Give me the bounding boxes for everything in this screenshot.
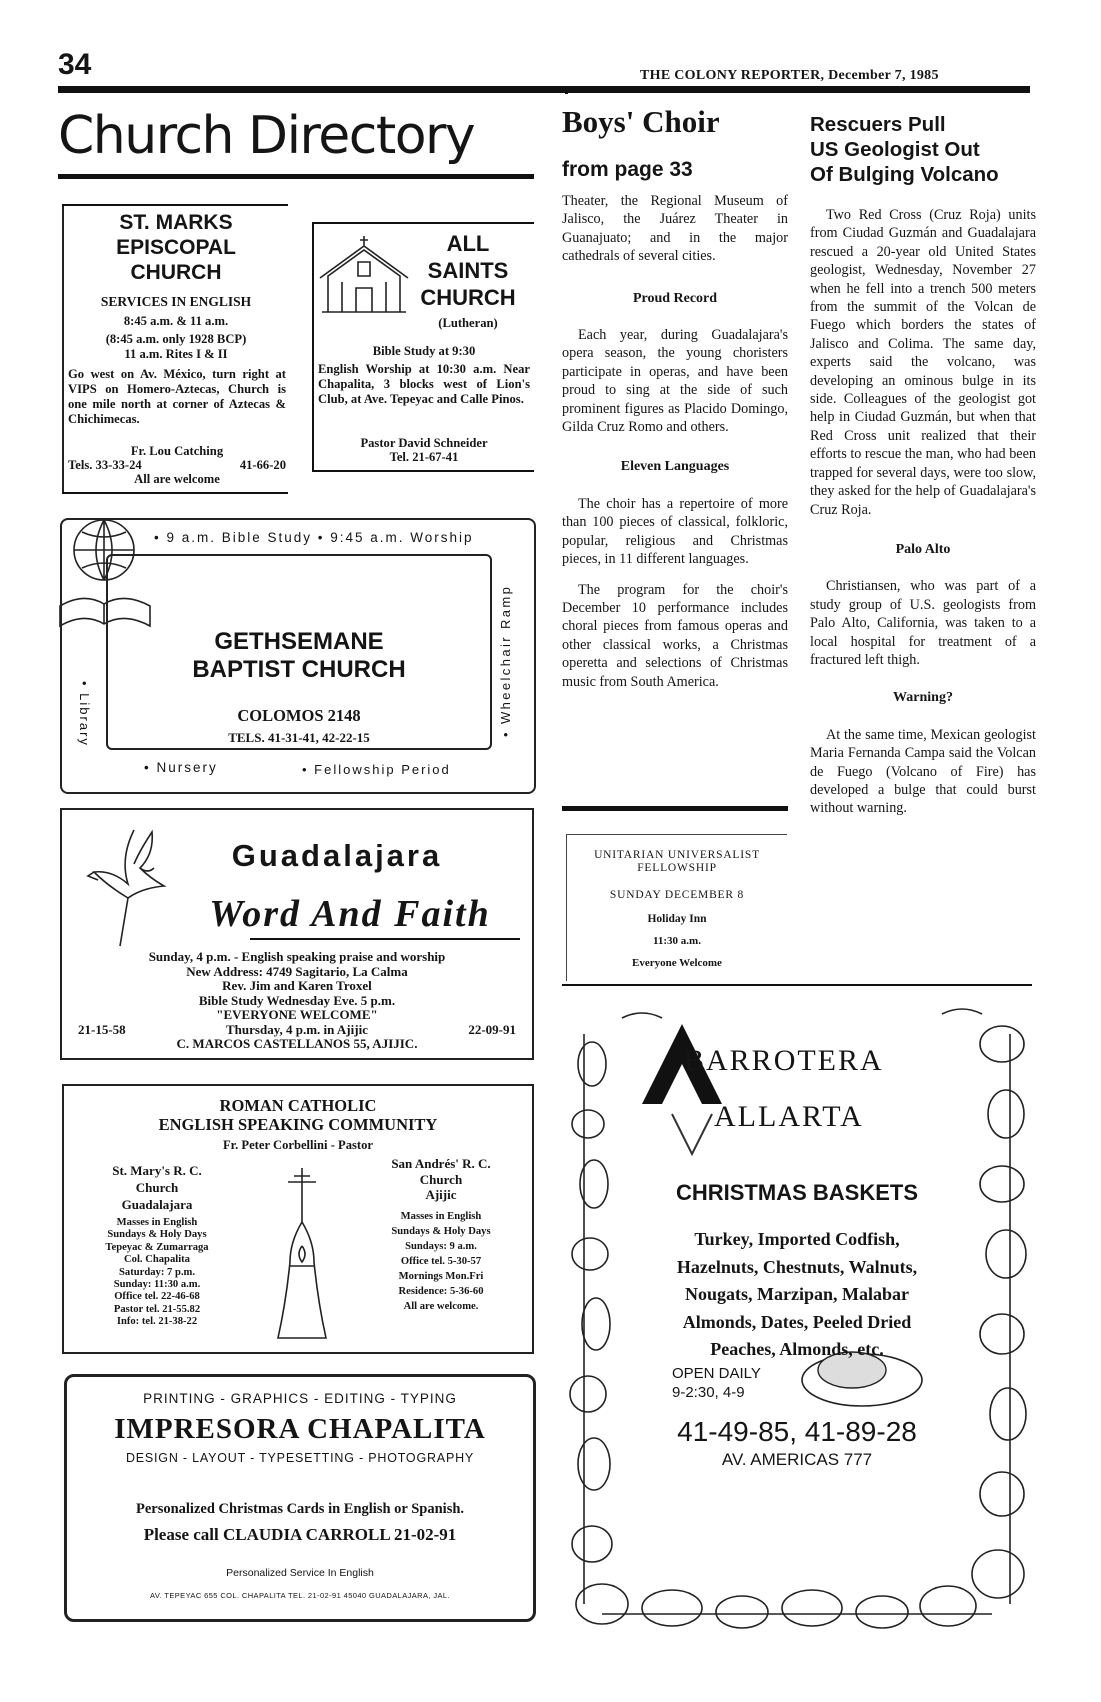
- st-marks-tels: [68, 458, 286, 473]
- unitarian-ad: [566, 834, 787, 981]
- abarrotera-headline: CHRISTMAS BASKETS: [675, 1180, 918, 1205]
- rc-left-detail-1: Masses in English: [116, 1217, 198, 1228]
- all-saints-tel: Tel. 21-67-41: [389, 450, 459, 464]
- rc-right-detail-3: Sundays: 9 a.m.: [405, 1240, 477, 1252]
- roman-catholic-ad: [62, 1084, 534, 1354]
- rc-left-detail-3: Tepeyac & Zumarraga: [105, 1241, 209, 1253]
- st-marks-ad: [62, 204, 290, 494]
- rc-left-name-3: Guadalajara: [121, 1197, 193, 1212]
- unitarian-l2: FELLOWSHIP: [637, 862, 717, 874]
- abarrotera-phones: 41-49-85, 41-89-28: [677, 1416, 917, 1447]
- gethsemane-name-2: BAPTIST CHURCH: [192, 656, 406, 683]
- st-marks-tel1: 33-33-24: [95, 458, 142, 472]
- abarrotera-open: OPEN DAILY: [672, 1365, 761, 1382]
- unitarian-l4: Holiday Inn: [647, 913, 707, 925]
- abarrotera-item-2: Hazelnuts, Chestnuts, Walnuts,: [676, 1256, 918, 1277]
- gethsemane-library: • Library: [77, 681, 92, 747]
- rc-left-detail-9: Info: tel. 21-38-22: [116, 1316, 198, 1328]
- unitarian-l1: UNITARIAN UNIVERSALIST: [594, 849, 760, 861]
- st-marks-times-note: (8:45 a.m. only 1928 BCP): [105, 332, 247, 346]
- word-faith-line-7: C. MARCOS CASTELLANOS 55, AJIJIC.: [176, 1036, 418, 1051]
- gethsemane-top-line: • 9 a.m. Bible Study • 9:45 a.m. Worship: [154, 530, 474, 545]
- rc-title-1: ROMAN CATHOLIC: [219, 1096, 377, 1115]
- unitarian-l6: Everyone Welcome: [632, 957, 722, 969]
- gethsemane-inner-box: [106, 554, 492, 750]
- rc-title-2: ENGLISH SPEAKING COMMUNITY: [158, 1115, 438, 1134]
- all-saints-worship: English Worship at 10:30 a.m. Near Chapalita, 3 blocks west of Lion's Club, at Ave. Tepeyac and Calle Pinos.: [318, 362, 530, 406]
- cross-saint-icon: [260, 1162, 344, 1346]
- gethsemane-address: COLOMOS 2148: [237, 706, 361, 725]
- word-faith-title-2: Word And Faith: [209, 893, 491, 935]
- rc-left-name-2: Church: [135, 1180, 179, 1195]
- rescuers-headline-3: Of Bulging Volcano: [810, 163, 999, 186]
- abarrotera-name-1: BARROTERA: [684, 1044, 884, 1077]
- gethsemane-tels: TELS. 41-31-41, 42-22-15: [228, 730, 370, 745]
- abarrotera-item-1: Turkey, Imported Codfish,: [694, 1229, 900, 1249]
- st-marks-rites: 11 a.m. Rites I & II: [124, 347, 228, 361]
- rc-right-detail-5: Mornings Mon.Fri: [398, 1270, 484, 1282]
- impresora-ad: [64, 1374, 536, 1622]
- rescuers-sub-1: Palo Alto: [895, 541, 951, 557]
- rc-left-detail-2: Sundays & Holy Days: [107, 1229, 207, 1241]
- unitarian-l3: SUNDAY DECEMBER 8: [609, 889, 745, 901]
- word-faith-line-5: "EVERYONE WELCOME": [216, 1007, 378, 1022]
- rescuers-p2: Christiansen, who was part of a study group of U.S. geologists from Palo Alto, California, was taken to a local hospital for treatment of a fractured left thigh.: [810, 578, 1036, 668]
- rc-right-detail-1: Masses in English: [400, 1210, 482, 1222]
- st-marks-welcome: All are welcome: [134, 472, 220, 486]
- word-faith-tel-right: 22-09-91: [468, 1021, 516, 1037]
- masthead: THE COLONY REPORTER, December 7, 1985: [640, 68, 939, 83]
- abarrotera-name-2: ALLARTA: [714, 1100, 864, 1133]
- st-marks-tels-label: Tels.: [68, 458, 93, 472]
- st-marks-name-1: ST. MARKS: [119, 211, 233, 234]
- rc-right-name-1: San Andrés' R. C.: [391, 1156, 491, 1171]
- word-faith-title-1: Guadalajara: [231, 838, 443, 873]
- rc-left-detail-5: Saturday: 7 p.m.: [119, 1266, 195, 1278]
- impresora-address: AV. TEPEYAC 655 COL. CHAPALITA TEL. 21-02-91 45040 GUADALAJARA, JAL.: [150, 1591, 450, 1600]
- rescuers-sub-2: Warning?: [893, 690, 953, 706]
- abarrotera-item-4: Almonds, Dates, Peeled Dried: [682, 1311, 912, 1332]
- all-saints-ad: [312, 222, 534, 472]
- st-marks-directions: Go west on Av. México, turn right at VIPS on Homero-Aztecas, Church is one mile north at corner of Aztecas & Chichimecas.: [68, 367, 286, 426]
- rc-left-detail-6: Sunday: 11:30 a.m.: [113, 1279, 201, 1291]
- word-faith-line-4: Bible Study Wednesday Eve. 5 p.m.: [198, 992, 396, 1008]
- abarrotera-address: AV. AMERICAS 777: [721, 1450, 873, 1469]
- rescuers-p1: Two Red Cross (Cruz Roja) units from Ciudad Guzmán and Guadalajara rescued a 20-year old United States geologist, Wednesday, November 27 when he fell into a trench 500 meters from the summit of the Volcan de Fuego which borders the states of Jalisco and Colima. The same day, experts said the volcano, was developing an ominous bulge in its side. Colleagues of the geologist got help in Ciudad Guzmán, but when that Red Cross unit realized that their efforts to rescue the man, who had been trapped for several days, were too slow, they asked for the help of Guadalajara's Cruz Roja.: [810, 207, 1036, 518]
- word-faith-line-1: Sunday, 4 p.m. - English speaking praise and worship: [148, 949, 446, 964]
- impresora-service: Personalized Service In English: [226, 1567, 374, 1579]
- impresora-name: IMPRESORA CHAPALITA: [114, 1413, 486, 1445]
- impresora-call: Please call CLAUDIA CARROLL 21-02-91: [143, 1525, 457, 1544]
- rc-right-detail-2: Sundays & Holy Days: [391, 1225, 491, 1237]
- st-marks-tel2: 41-66-20: [239, 458, 286, 472]
- title-rule: [58, 174, 534, 179]
- st-marks-name-3: CHURCH: [130, 261, 222, 284]
- gethsemane-nursery: • Nursery: [144, 760, 218, 775]
- rc-right-name-2: Church: [419, 1171, 463, 1187]
- word-faith-line-2: New Address: 4749 Sagitario, La Calma: [186, 963, 408, 979]
- rescuers-headline: [810, 112, 999, 187]
- all-saints-denomination: (Lutheran): [438, 316, 498, 330]
- boys-choir-sub-1: Proud Record: [632, 290, 718, 306]
- impresora-cards: Personalized Christmas Cards in English or Spanish.: [135, 1501, 465, 1517]
- st-marks-pastor: Fr. Lou Catching: [130, 444, 224, 458]
- boys-choir-p2: Each year, during Guadalajara's opera season, the young choristers participate in operas, and have been proud to sing at the side of such prominent figures as Placido Domingo, Gilda Cruz Romo and others.: [562, 327, 788, 436]
- abarrotera-item-3: Nougats, Marzipan, Malabar: [685, 1284, 909, 1304]
- boys-choir-p3: The choir has a repertoire of more than 100 pieces of classical, folkloric, popular, religious and Christmas pieces, in 11 different languages.: [562, 495, 788, 568]
- all-saints-name-3: CHURCH: [420, 285, 516, 310]
- rescuers-article: [810, 206, 1036, 818]
- boys-choir-sub-2: Eleven Languages: [620, 459, 730, 475]
- boys-choir-jump: from page 33: [562, 158, 693, 181]
- rc-left-detail-4: Col. Chapalita: [124, 1254, 190, 1266]
- impresora-design: DESIGN - LAYOUT - TYPESETTING - PHOTOGRAPHY: [125, 1451, 475, 1465]
- church-building-icon: [318, 232, 410, 316]
- st-marks-services: SERVICES IN ENGLISH: [100, 294, 252, 309]
- boys-choir-article: [562, 192, 788, 691]
- dove-flame-icon: [84, 828, 188, 950]
- header-rule: [58, 86, 1030, 93]
- rc-right-name-3: Ajijic: [425, 1187, 457, 1202]
- word-faith-line-6: Thursday, 4 p.m. in Ajijic: [226, 1021, 368, 1037]
- gethsemane-fellowship: • Fellowship Period: [302, 762, 451, 777]
- rescuers-p3: At the same time, Mexican geologist Maria Fernanda Campa said the Volcan de Fuego (Volcano of Fire) has developed a bulge that could burst without warning.: [810, 726, 1036, 817]
- rc-left-detail-7: Office tel. 22-46-68: [114, 1291, 200, 1303]
- rescuers-headline-1: Rescuers Pull: [810, 113, 946, 136]
- unitarian-l5: 11:30 a.m.: [653, 935, 701, 947]
- rescuers-headline-2: US Geologist Out: [810, 138, 980, 161]
- st-marks-name-2: EPISCOPAL: [116, 236, 236, 259]
- boys-choir-p1: Theater, the Regional Museum of Jalisco, the Juárez Theater in Guanajuato; and in the major cathedrals of several cities.: [562, 193, 788, 265]
- gethsemane-ad: [60, 518, 536, 794]
- rc-right-detail-4: Office tel. 5-30-57: [400, 1255, 482, 1267]
- st-marks-times: 8:45 a.m. & 11 a.m.: [123, 314, 229, 328]
- all-saints-bible-study: Bible Study at 9:30: [372, 344, 476, 358]
- abarrotera-ad: [562, 1004, 1032, 1636]
- all-saints-name-2: SAINTS: [427, 258, 509, 283]
- page-title: Church Directory: [58, 106, 475, 166]
- impresora-services: PRINTING - GRAPHICS - EDITING - TYPING: [143, 1391, 457, 1406]
- rc-pastor: Fr. Peter Corbellini - Pastor: [222, 1138, 374, 1152]
- boys-choir-headline: Boys' Choir: [562, 104, 720, 139]
- all-saints-pastor: Pastor David Schneider: [360, 436, 488, 450]
- boys-choir-p4: The program for the choir's December 10 performance includes choral pieces from famous operas and other classical works, a Christmas operetta and selections of Christmas music from South America.: [562, 581, 788, 690]
- word-faith-tel-left: 21-15-58: [78, 1021, 126, 1037]
- abarrotera-hours: 9-2:30, 4-9: [672, 1384, 745, 1401]
- page-number: 34: [58, 48, 92, 81]
- gethsemane-name-1: GETHSEMANE: [214, 628, 384, 655]
- word-faith-line-3: Rev. Jim and Karen Troxel: [222, 978, 372, 993]
- rc-left-name-1: St. Mary's R. C.: [112, 1163, 202, 1178]
- gethsemane-ramp: • Wheelchair Ramp: [498, 584, 513, 738]
- rc-left-detail-8: Pastor tel. 21-55.82: [113, 1303, 201, 1315]
- rc-right-detail-6: Residence: 5-36-60: [398, 1285, 484, 1297]
- word-and-faith-ad: [60, 808, 534, 1060]
- all-saints-name-1: ALL: [446, 231, 490, 256]
- abarrotera-item-5: Peaches, Almonds, etc.: [710, 1339, 884, 1359]
- rc-right-detail-7: All are welcome.: [403, 1300, 479, 1312]
